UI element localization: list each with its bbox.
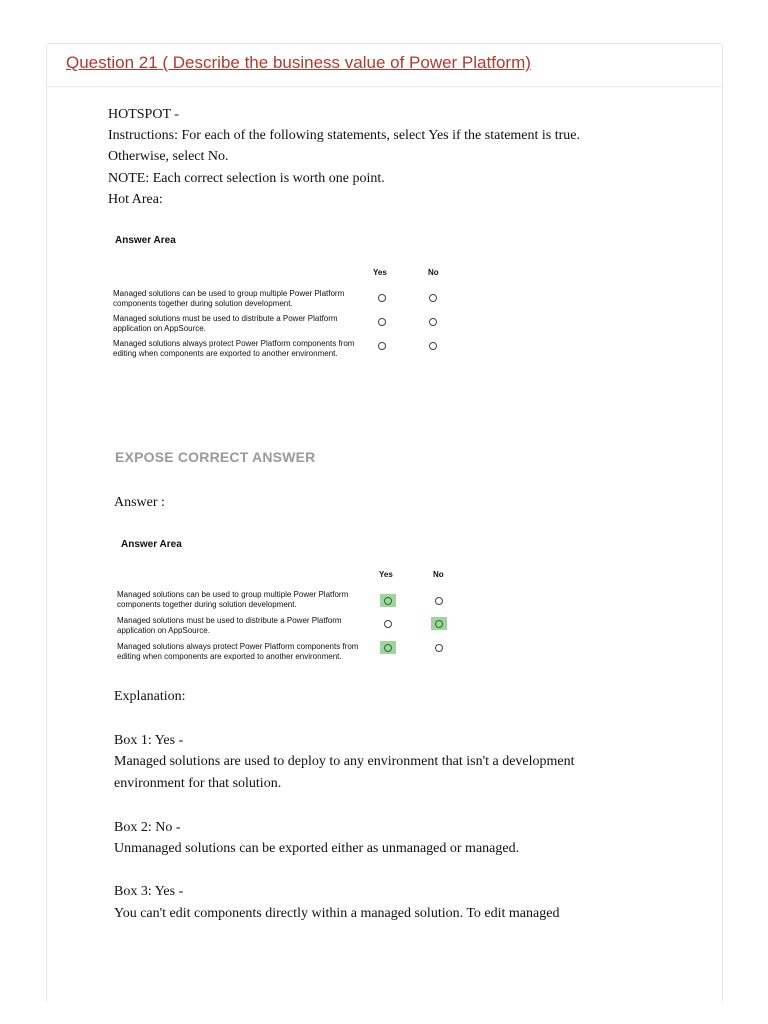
expose-answer-button[interactable]: EXPOSE CORRECT ANSWER [115,449,316,465]
radio-yes-1-selected [380,594,396,607]
yes-column-header: Yes [379,570,393,579]
radio-no-2[interactable] [425,315,441,328]
intro-line: HOTSPOT - [108,107,179,122]
box1-text: environment for that solution. [114,776,282,791]
box1-text: Managed solutions are used to deploy to any environment that isn't a development [114,754,575,769]
intro-line: NOTE: Each correct selection is worth one point. [108,171,385,186]
statement-2: Managed solutions must be used to distribute a Power Platform application on AppSource. [117,616,342,635]
intro-line: Hot Area: [108,192,163,207]
box3-heading: Box 3: Yes - [114,884,184,899]
statement-2: Managed solutions must be used to distribute a Power Platform application on AppSource. [113,314,338,333]
box2-text: Unmanaged solutions can be exported either as unmanaged or managed. [114,841,520,856]
hot-area-panel [110,230,446,368]
radio-yes-2 [380,617,396,630]
radio-yes-1[interactable] [374,291,390,304]
statement-3: Managed solutions always protect Power Platform components from editing when components are exported to another environment. [113,339,355,358]
statement-1: Managed solutions can be used to group multiple Power Platform components together during solution development. [113,289,345,308]
hot-area-title: Answer Area [115,235,176,246]
question-title-link[interactable]: Question 21 ( Describe the business value of Power Platform) [66,53,531,72]
explanation-label: Explanation: [114,689,186,704]
intro-line: Instructions: For each of the following statements, select Yes if the statement is true. [108,128,581,143]
radio-yes-2[interactable] [374,315,390,328]
box3-text: You can't edit components directly within a managed solution. To edit managed [114,906,560,921]
yes-column-header: Yes [373,268,387,277]
radio-yes-3-selected [380,641,396,654]
box2-heading: Box 2: No - [114,820,181,835]
box1-heading: Box 1: Yes - [114,733,184,748]
intro-line: Otherwise, select No. [108,149,229,164]
answer-label: Answer : [114,495,165,510]
question-card [46,43,723,1003]
question-header [47,44,722,87]
no-column-header: No [433,570,444,579]
radio-no-1[interactable] [425,291,441,304]
radio-no-3 [431,641,447,654]
statement-1: Managed solutions can be used to group multiple Power Platform components together during solution development. [117,590,349,609]
no-column-header: No [428,268,439,277]
statement-3: Managed solutions always protect Power Platform components from editing when components are exported to another environment. [117,642,359,661]
radio-no-2-selected [431,617,447,630]
answer-area-title: Answer Area [121,539,182,550]
radio-no-3[interactable] [425,339,441,352]
radio-yes-3[interactable] [374,339,390,352]
radio-no-1 [431,594,447,607]
answer-panel [114,532,450,670]
